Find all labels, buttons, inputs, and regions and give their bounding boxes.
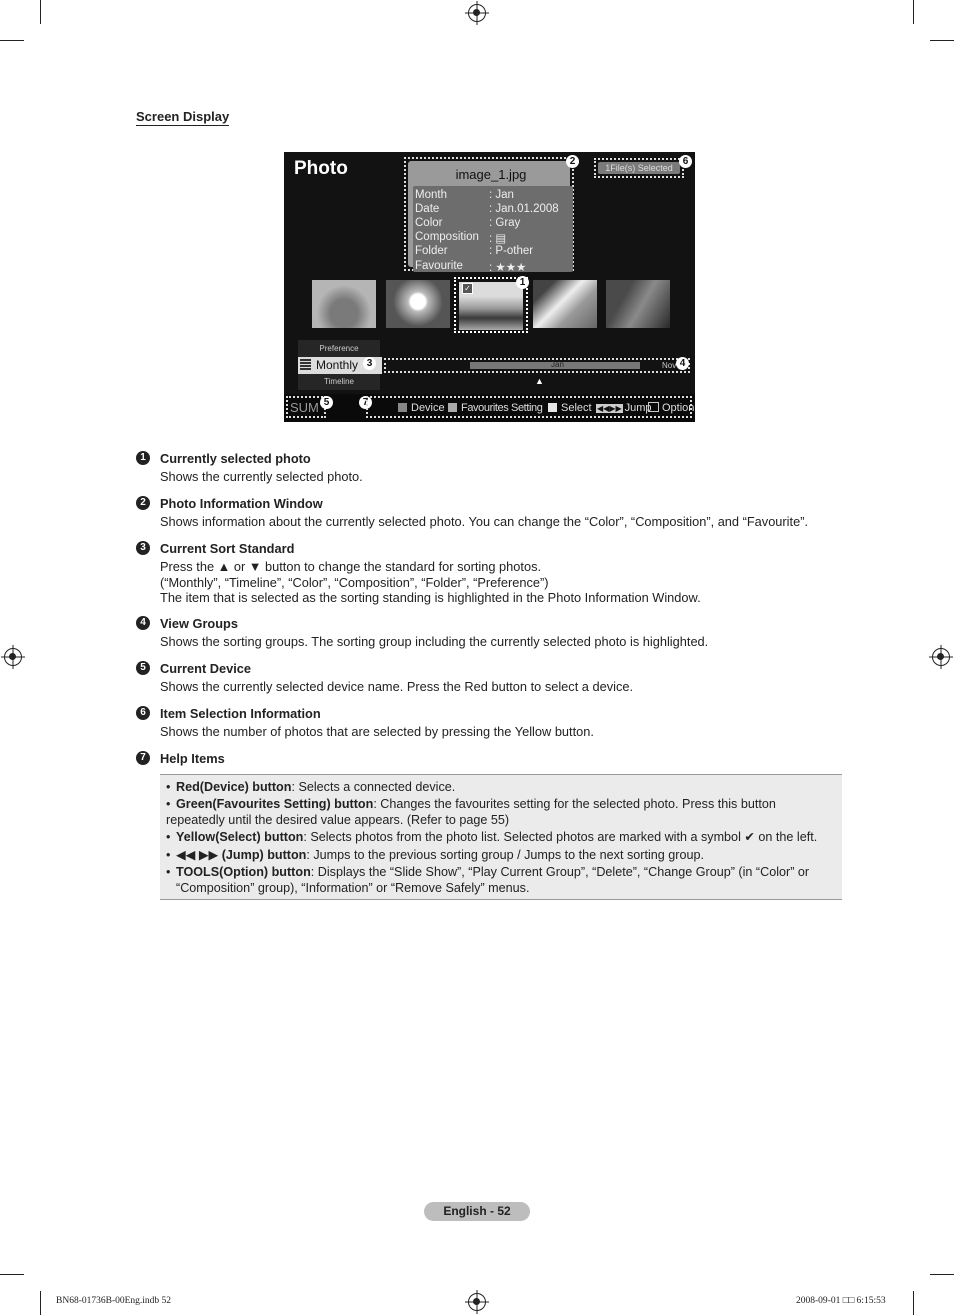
- legend-number: 1: [136, 451, 150, 465]
- green-button-icon: [448, 403, 457, 412]
- badge-6: 6: [679, 155, 692, 168]
- crop-mark: [930, 1274, 954, 1275]
- badge-5: 5: [320, 396, 333, 409]
- crop-mark: [930, 40, 954, 41]
- crop-mark: [0, 1274, 24, 1275]
- help-item: • Yellow(Select) button: Selects photos from the photo list. Selected photos are marked with a symbol ✔ on the left.: [166, 830, 818, 844]
- legend-title: Current Device: [160, 661, 252, 676]
- legend-description: Shows the number of photos that are selected by pressing the Yellow button.: [160, 724, 594, 739]
- tools-icon: [648, 402, 659, 412]
- sort-current-label: Monthly: [316, 358, 359, 372]
- legend-title: Item Selection Information: [160, 706, 321, 721]
- help-item: • TOOLS(Option) button: Displays the “Slide Show”, “Play Current Group”, “Delete”, “Change Group” (in “Color” or “Composition” group), “Information” or “Remove Safely” menus.: [166, 865, 810, 895]
- badge-3: 3: [363, 357, 376, 370]
- legend-description: Shows information about the currently selected photo. You can change the “Color”, “Composition”, and “Favourite”.: [160, 514, 809, 529]
- section-title: Screen Display: [136, 109, 230, 124]
- legend-title: Current Sort Standard: [160, 541, 295, 556]
- help-favourites[interactable]: Favourites Setting: [448, 402, 542, 414]
- legend-description: Shows the currently selected device name. Press the Red button to select a device.: [160, 679, 634, 694]
- info-panel: Month : Jan Date : Jan.01.2008 Color : Gray Composition : ▤ Folder : P-other Favourite : ★★★: [413, 186, 573, 272]
- slug-left: BN68-01736B-00Eng.indb 52: [56, 1296, 172, 1306]
- legend-number: 7: [136, 751, 150, 765]
- legend-description: Press the ▲ or ▼ button to change the standard for sorting photos. (“Monthly”, “Timeline”, “Color”, “Composition”, “Folder”, “Preference”) The item that is selected as the sorting standing is highlighted in the Photo Information Window.: [160, 559, 701, 605]
- legend-number: 4: [136, 616, 150, 630]
- info-window-background: [408, 161, 570, 274]
- info-filename: image_1.jpg: [455, 167, 527, 182]
- legend-number: 6: [136, 706, 150, 720]
- jump-icon: ◀◀▶▶: [597, 404, 622, 413]
- sort-option-below: Timeline: [324, 377, 354, 386]
- photo-information-window: [404, 157, 574, 274]
- checkmark-icon: ✓: [462, 283, 473, 294]
- sort-option-above: Preference: [319, 344, 359, 353]
- legend-description: Shows the sorting groups. The sorting group including the currently selected photo is highlighted.: [160, 634, 709, 649]
- legend-description: Shows the currently selected photo.: [160, 469, 363, 484]
- crop-mark: [913, 1291, 914, 1315]
- photo-thumbnail[interactable]: [533, 280, 597, 328]
- device-name: SUM: [290, 400, 319, 415]
- crop-mark: [40, 1291, 41, 1315]
- badge-7: 7: [359, 396, 372, 409]
- page-number-badge: English - 52: [424, 1202, 530, 1221]
- help-option[interactable]: Option: [648, 402, 694, 414]
- photo-thumbnail[interactable]: [386, 280, 450, 328]
- crop-mark: [0, 40, 24, 41]
- up-arrow-icon: ▲: [535, 376, 544, 386]
- badge-2: 2: [566, 155, 579, 168]
- help-items-box: [160, 774, 842, 900]
- registration-mark-icon: [4, 648, 22, 666]
- crop-mark: [913, 0, 914, 24]
- slug-right: 2008-09-01 □□ 6:15:53: [796, 1296, 886, 1306]
- photo-thumbnail[interactable]: [312, 280, 376, 328]
- registration-mark-icon: [468, 4, 486, 22]
- legend-number: 2: [136, 496, 150, 510]
- crop-mark: [40, 0, 41, 24]
- view-groups[interactable]: [384, 358, 690, 373]
- photo-thumbnail[interactable]: [606, 280, 670, 328]
- list-icon: [300, 359, 311, 371]
- legend-number: 5: [136, 661, 150, 675]
- screen-footer: [284, 394, 695, 422]
- help-jump[interactable]: ◀◀▶▶ Jump: [597, 402, 652, 414]
- help-item: • Red(Device) button: Selects a connected device.: [166, 780, 456, 794]
- help-items-bar: [366, 396, 695, 418]
- yellow-button-icon: [548, 403, 557, 412]
- files-selected-text: 1File(s) Selected: [598, 162, 680, 174]
- legend-title: View Groups: [160, 616, 238, 631]
- registration-mark-icon: [468, 1293, 486, 1311]
- registration-mark-icon: [932, 648, 950, 666]
- photo-screen: [284, 152, 695, 422]
- help-item: • ◀◀ ▶▶ (Jump) button: Jumps to the previous sorting group / Jumps to the next sorting group.: [166, 848, 704, 862]
- legend-title: Photo Information Window: [160, 496, 323, 511]
- screen-title: Photo: [294, 158, 348, 179]
- legend-number: 3: [136, 541, 150, 555]
- red-button-icon: [398, 403, 407, 412]
- badge-4: 4: [676, 357, 689, 370]
- legend-title: Help Items: [160, 751, 225, 766]
- group-label-current: Jan: [551, 360, 564, 369]
- help-select[interactable]: Select: [548, 402, 592, 414]
- badge-1: 1: [516, 276, 529, 289]
- item-selection-information: [594, 158, 684, 178]
- help-item: • Green(Favourites Setting) button: Changes the favourites setting for the selected photo. Press this button repeatedly until the desired value appears. (Refer to page 55): [166, 797, 776, 827]
- group-label-next: Nov: [662, 361, 677, 370]
- legend-title: Currently selected photo: [160, 451, 311, 466]
- help-device[interactable]: Device: [398, 402, 445, 414]
